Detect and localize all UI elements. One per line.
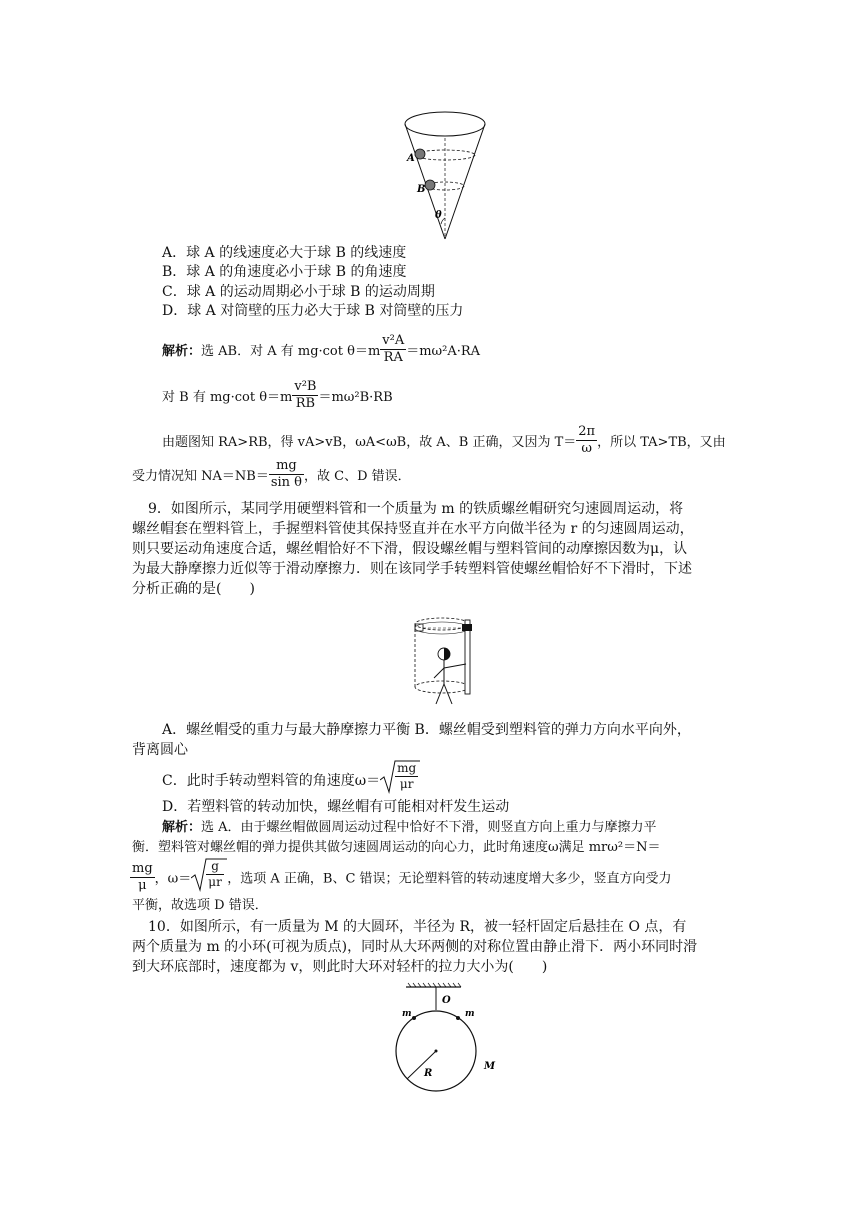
label-m-right: m xyxy=(465,1009,475,1019)
q8-solution-line3: 由题图知 RA>RB，得 vA>vB，ωA<ωB，故 A、B 正确，又因为 T＝ $\frac{2\pi}{\omega}$ ，所以 TA>TB，又由 xyxy=(162,424,726,456)
q9-line3: 则只要运动角速度合适，螺丝帽恰好不下滑，假设螺丝帽与塑料管间的动摩擦因数为μ，认 xyxy=(132,541,688,557)
q10-line3: 到大环底部时，速度都为 v，则此时大环对轻杆的拉力大小为( ) xyxy=(132,959,548,975)
cone-figure xyxy=(398,108,498,244)
q8-option-b: B．球 A 的角速度必小于球 B 的角速度 xyxy=(162,264,407,280)
q10-line1: 10．如图所示，有一质量为 M 的大圆环，半径为 R，被一轻杆固定后悬挂在 O 点，有 xyxy=(148,919,687,935)
q8-solution-line2: 对 B 有 mg·cot θ＝m $\frac{\text{v²B}}{RB}$ ＝mω²B·RB xyxy=(162,379,393,411)
q9-solution-line2: 衡．塑料管对螺丝帽的弹力提供其做匀速圆周运动的向心力，此时角速度ω满足 mrω²＝N＝ xyxy=(132,840,661,855)
small-ring-left xyxy=(412,1016,416,1020)
q8-option-d: D．球 A 对筒壁的压力必大于球 B 对筒壁的压力 xyxy=(162,303,464,319)
q9-option-ab: A．螺丝帽受的重力与最大静摩擦力平衡 B．螺丝帽受到塑料管的弹力方向水平向外， xyxy=(162,722,691,738)
q10-line2: 两个质量为 m 的小环(可视为质点)，同时从大环两侧的对称位置由静止滑下．两小环同时滑 xyxy=(132,939,698,955)
ball-a xyxy=(415,149,425,159)
q9-option-c: C．此时手转动塑料管的角速度ω＝ $\frac{mg}{\mu r}$ xyxy=(162,764,420,798)
q9-solution-line3: $\frac{mg}{\mu}$ ，ω＝ $\frac{g}{\mu r}$ ，选项 A 正确，B、C 错误；无论塑料管的转动速度增大多少，竖直方向受力 xyxy=(132,859,672,893)
ring-figure xyxy=(386,982,506,1102)
q9-line1: 9．如图所示，某同学用硬塑料管和一个质量为 m 的铁质螺丝帽研究匀速圆周运动，将 xyxy=(148,501,684,517)
label-o: O xyxy=(442,995,451,1006)
label-r: R xyxy=(424,1068,433,1079)
ball-b xyxy=(425,180,435,190)
tube-figure xyxy=(406,614,486,716)
label-a: A xyxy=(407,153,415,164)
q8-option-c: C．球 A 的运动周期必小于球 B 的运动周期 xyxy=(162,284,435,300)
label-theta: θ xyxy=(435,210,442,221)
q9-solution-line1: 解析：选 A．由于螺丝帽做圆周运动过程中恰好不下滑，则竖直方向上重力与摩擦力平 xyxy=(162,820,657,835)
q9-line2: 螺丝帽套在塑料管上，手握塑料管使其保持竖直并在水平方向做半径为 r 的匀速圆周运动， xyxy=(132,521,694,537)
small-ring-right xyxy=(456,1016,460,1020)
q9-line5: 分析正确的是( ) xyxy=(132,581,255,597)
label-big-m: M xyxy=(484,1061,496,1072)
label-b: B xyxy=(417,184,426,195)
q8-solution-line1: 解析：选 AB．对 A 有 mg·cot θ＝m $\frac{\text{v²A}}{RA}$ ＝mω²A·RA xyxy=(162,333,481,365)
q9-line4: 为最大静摩擦力近似等于滑动摩擦力．则在该同学手转塑料管使螺丝帽恰好不下滑时，下述 xyxy=(132,561,692,577)
label-m-left: m xyxy=(402,1009,412,1019)
q9-option-ab-cont: 背离圆心 xyxy=(132,742,188,758)
q8-option-a: A．球 A 的线速度必大于球 B 的线速度 xyxy=(162,245,407,261)
q9-option-d: D．若塑料管的转动加快，螺丝帽有可能相对杆发生运动 xyxy=(162,799,510,815)
q9-solution-line4: 平衡，故选项 D 错误． xyxy=(132,898,268,913)
q8-solution-line4: 受力情况知 NA＝NB＝ $\frac{mg}{\text{sin θ}}$ ，故 C、D 错误． xyxy=(132,458,411,490)
